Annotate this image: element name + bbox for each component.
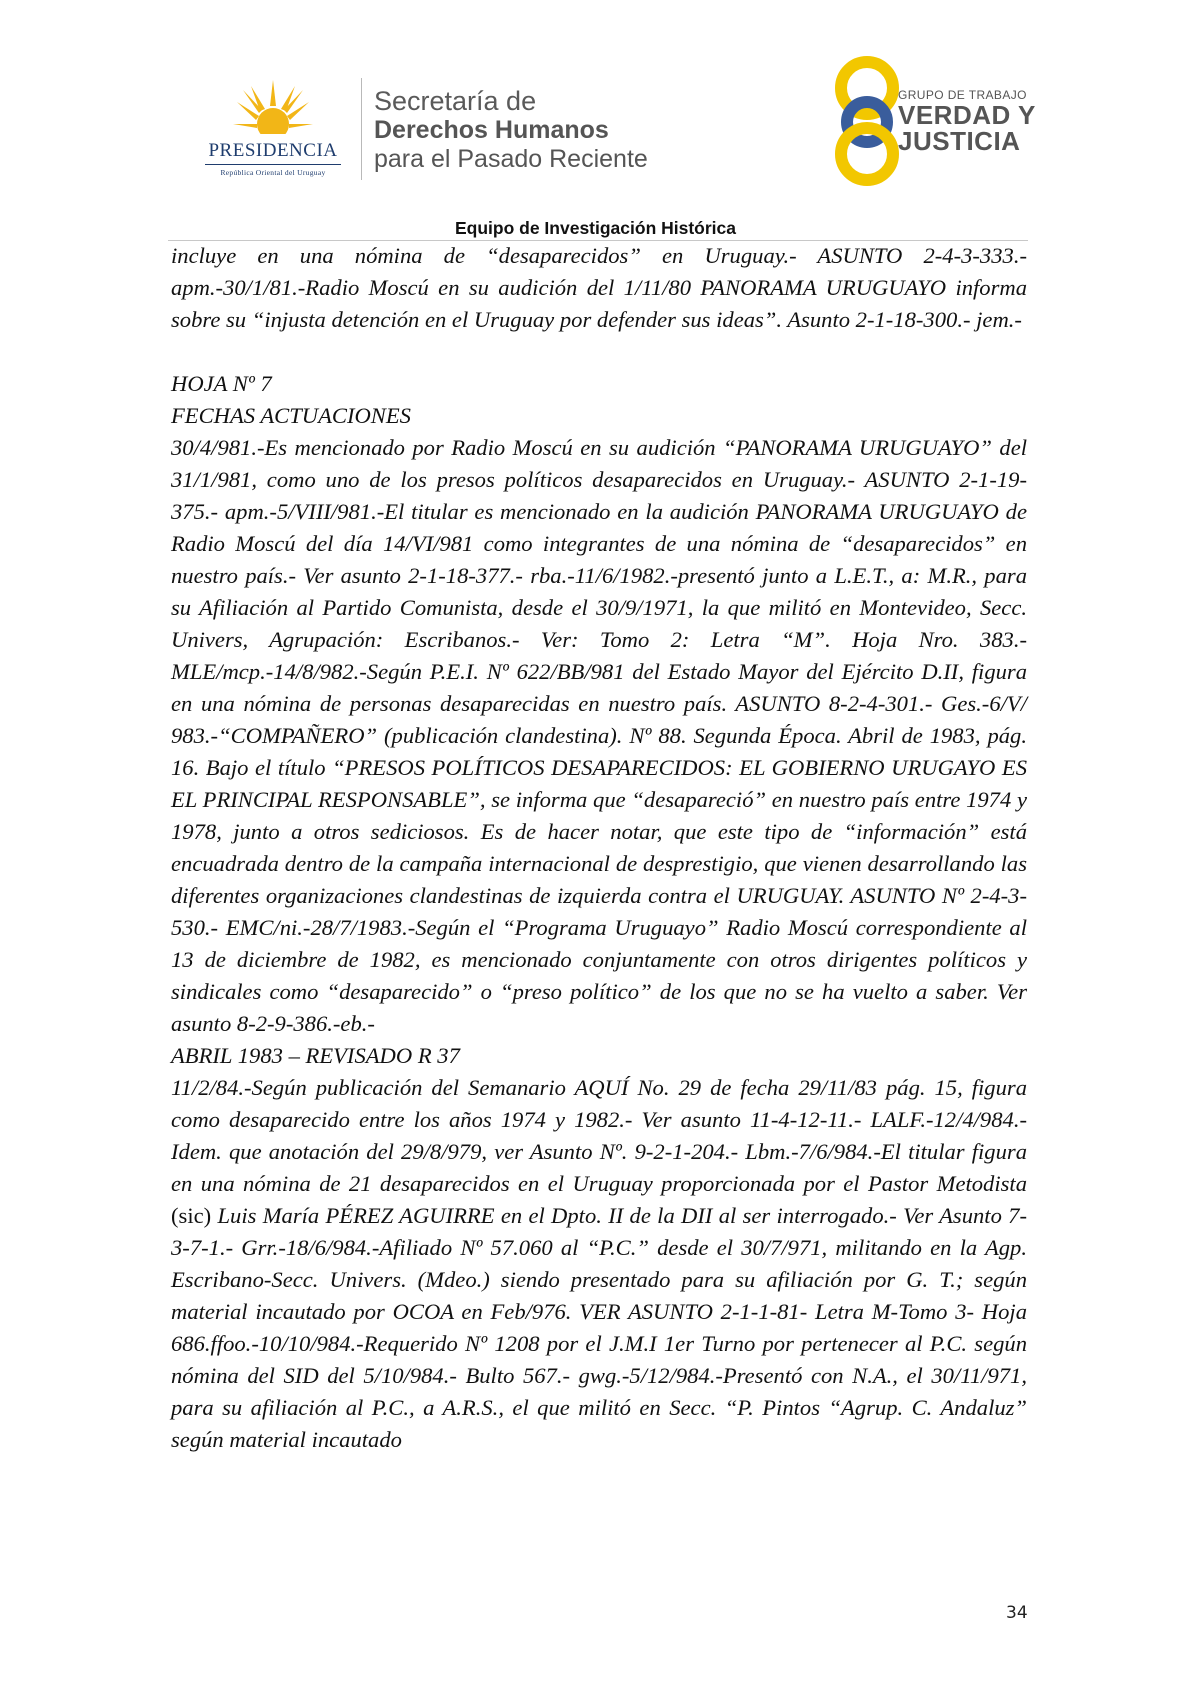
verdad-justicia-logotype (898, 88, 1036, 154)
paragraph-2: 30/4/981.-Es mencionado por Radio Moscú en su audición “PANORAMA URUGUAYO” del 31/1/981, como uno de los presos políticos desaparecidos en Uruguay.- ASUNTO 2-1-19-375.- apm.-5/VIII/981.-El titular es mencionado en la audición PANORAMA URUGUAYO de Radio Moscú del día 14/VI/981 como integrantes de una nómina de “desaparecidos” en nuestro país.- Ver asunto 2-1-18-377.- rba.-11/6/1982.-presentó junto a L.E.T., a: M.R., para su Afiliación al Partido Comunista, desde el 30/9/1971, la que militó en Montevideo, Secc. Univers, Agrupación: Escribanos.- Ver: Tomo 2: Letra “M”. Hoja Nro. 383.- MLE/mcp.-14/8/982.-Según P.E.I. Nº 622/BB/981 del Estado Mayor del Ejército D.II, figura en una nómina de personas desaparecidas en nuestro país. ASUNTO 8-2-4-301.- Ges.-6/V/ 983.-“COMPAÑERO” (publicación clandestina). Nº 88. Segunda Época. Abril de 1983, pág. 16. Bajo el título “PRESOS POLÍTICOS DESAPARECIDOS: EL GOBIERNO URUGAYO ES EL PRINCIPAL RESPONSABLE”, se informa que “desapareció” en nuestro país entre 1974 y 1978, junto a otros sediciosos. Es de hacer notar, que este tipo de “información” está encuadrada dentro de la campaña internacional de desprestigio, que vienen desarrollando las diferentes organizaciones clandestinas de izquierda contra el URUGUAY. ASUNTO Nº 2-4-3-530.- EMC/ni.-28/7/1983.-Según el “Programa Uruguayo” Radio Moscú correspondiente al 13 de diciembre de 1982, es mencionado conjuntamente con otros dirigentes políticos y sindicales como “desaparecido” o “preso político” de los que no se ha vuelto a saber. Ver asunto 8-2-9-386.-eb.- (171, 435, 1027, 1036)
team-title: Equipo de Investigación Histórica (454, 218, 737, 238)
page-header (0, 0, 1191, 240)
secretaria-line-2: Derechos Humanos (374, 116, 609, 144)
paragraph-3-part-b: Luis María PÉREZ AGUIRRE en el Dpto. II de la DII al ser interrogado.- Ver Asunto 7-3-7-1.- Grr.-18/6/984.-Afiliado Nº 57.060 al “P.C.” desde el 30/7/971, militando en la Agp. Escribano-Secc. Univers. (Mdeo.) siendo presentado para su afiliación por G. T.; según material incautado por OCOA en Feb/976. VER ASUNTO 2-1-1-81- Letra M-Tomo 3- Hoja 686.ffoo.-10/10/984.-Requerido Nº 1208 por el J.M.I 1er Turno por pertenecer al P.C. según nómina del SID del 5/10/984.- Bulto 567.- gwg.-5/12/984.-Presentó con N.A., el 30/11/971, para su afiliación al P.C., a A.R.S., el que militó en Secc. “P. Pintos “Agrup. C. Andaluz” según material incautado (171, 1203, 1027, 1452)
presidencia-logo (193, 80, 353, 180)
presidencia-word: PRESIDENCIA (208, 140, 338, 161)
revisado-heading: ABRIL 1983 – REVISADO R 37 (171, 1043, 460, 1068)
fechas-heading: FECHAS ACTUACIONES (171, 403, 411, 428)
document-body (171, 240, 1027, 1456)
paragraph-1: incluye en una nómina de “desaparecidos” en Uruguay.- ASUNTO 2-4-3-333.- apm.-30/1/81.-Radio Moscú en su audición del 1/11/80 PANORAMA URUGUAYO informa sobre su “injusta detención en el Uruguay por defender sus ideas”. Asunto 2-1-18-300.- jem.- (171, 243, 1027, 332)
paragraph-3 (171, 1072, 1027, 1456)
secretaria-line-1: Secretaría de (374, 86, 537, 116)
sic-marker: (sic) (171, 1203, 212, 1228)
sun-emblem-icon (233, 80, 313, 142)
presidencia-subtitle: República Oriental del Uruguay (220, 168, 326, 177)
presidencia-rule (205, 164, 341, 165)
hoja-heading: HOJA Nº 7 (171, 371, 272, 396)
logo-divider (361, 78, 362, 180)
paragraph-3-part-a: 11/2/84.-Según publicación del Semanario AQUÍ No. 29 de fecha 29/11/83 pág. 15, figura como desaparecido entre los años 1974 y 1982.- Ver asunto 11-4-12-11.- LALF.-12/4/984.-Idem. que anotación del 29/8/979, ver Asunto Nº. 9-2-1-204.- Lbm.-7/6/984.-El titular figura en una nómina de 21 desaparecidos en el Uruguay proporcionada por el Pastor Metodista (171, 1075, 1027, 1196)
secretaria-line-3: para el Pasado Reciente (374, 145, 648, 173)
page-number: 34 (1006, 1603, 1028, 1623)
vj-line-3: JUSTICIA (898, 126, 1021, 156)
vj-line-1: GRUPO DE TRABAJO (898, 88, 1027, 102)
blank-line (171, 336, 1027, 368)
vj-line-2: VERDAD Y (898, 100, 1036, 130)
secretaria-logotype (374, 86, 648, 174)
